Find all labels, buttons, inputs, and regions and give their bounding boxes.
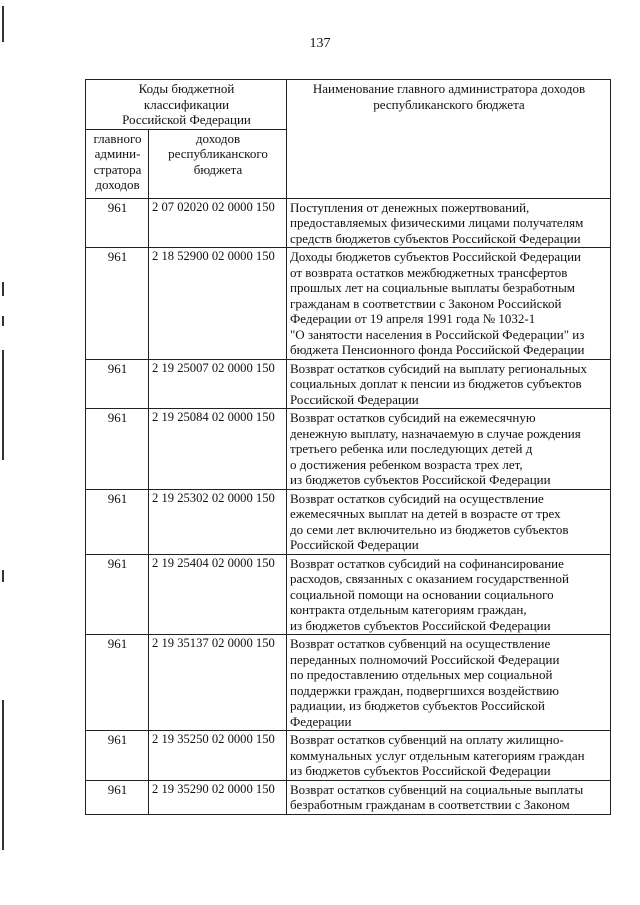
revenue-name-cell — [287, 248, 611, 360]
revenue-name-line: Возврат остатков субсидий на выплату региональных — [290, 360, 587, 376]
header-main-administrator — [86, 129, 149, 198]
revenue-name-line: радиации, из бюджетов субъектов Российской — [290, 698, 545, 713]
revenue-name-line: поддержки граждан, подвергшихся воздействию — [290, 682, 560, 698]
revenue-name-line: ежемесячных выплат на детей в возрасте от трех — [290, 506, 561, 521]
budget-classification-table — [85, 79, 611, 815]
table-row — [86, 248, 611, 360]
revenue-name-line: социальных доплат к пенсии из бюджетов субъектов — [290, 376, 582, 391]
revenue-name-cell — [287, 489, 611, 554]
revenue-name-line: от возврата остатков межбюджетных трансфертов — [290, 264, 568, 280]
table-row — [86, 489, 611, 554]
admin-code-cell: 961 — [86, 731, 149, 781]
revenue-name-line: из бюджетов субъектов Российской Федерации — [290, 763, 551, 778]
revenue-code-cell: 2 19 25084 02 0000 150 — [149, 409, 287, 490]
table-row — [86, 198, 611, 248]
revenue-name-line: бюджета Пенсионного фонда Российской Федерации — [290, 342, 585, 357]
revenue-name-cell — [287, 731, 611, 781]
revenue-name-line: до семи лет включительно из бюджетов субъектов — [290, 521, 569, 537]
revenue-name-line: Возврат остатков субвенций на осуществление — [290, 636, 551, 651]
page-number: 137 — [309, 36, 331, 51]
admin-code-cell: 961 — [86, 359, 149, 409]
revenue-name-line: Возврат остатков субвенций на оплату жилищно- — [290, 732, 564, 747]
revenue-name-cell — [287, 780, 611, 814]
revenue-name-line: Российской Федерации — [290, 537, 419, 552]
revenue-name-line: расходов, связанных с оказанием государственной — [290, 571, 569, 586]
header-text: республиканского — [168, 146, 268, 161]
revenue-name-line: социальной помощи на основании социального — [290, 586, 554, 602]
revenue-name-line: контракта отдельным категориям граждан, — [290, 602, 527, 617]
table-row — [86, 731, 611, 781]
header-text: стратора — [93, 161, 142, 177]
revenue-name-line: Возврат остатков субсидий на софинансирование — [290, 555, 564, 571]
header-text: Коды бюджетной — [138, 81, 235, 96]
revenue-code-cell: 2 19 35137 02 0000 150 — [149, 635, 287, 731]
table-row — [86, 554, 611, 635]
revenue-name-line: Доходы бюджетов субъектов Российской Федерации — [290, 249, 581, 264]
header-text: админи- — [94, 146, 141, 161]
admin-code-cell: 961 — [86, 780, 149, 814]
admin-code-cell: 961 — [86, 248, 149, 360]
admin-code-cell: 961 — [86, 198, 149, 248]
revenue-name-line: о достижения ребенком возраста трех лет, — [290, 456, 523, 472]
header-text: бюджета — [193, 161, 243, 177]
header-revenue-code — [149, 129, 287, 198]
table-header — [86, 80, 611, 199]
header-text: Наименование главного администратора доходов — [312, 81, 586, 96]
revenue-name-line: Возврат остатков субвенций на социальные выплаты — [290, 781, 584, 797]
admin-code-cell: 961 — [86, 554, 149, 635]
table-row — [86, 359, 611, 409]
revenue-name-cell — [287, 635, 611, 731]
revenue-name-line: Возврат остатков субсидий на ежемесячную — [290, 410, 536, 425]
header-text: главного — [93, 130, 142, 146]
admin-code-cell: 961 — [86, 409, 149, 490]
revenue-name-cell — [287, 198, 611, 248]
scan-mark-3 — [2, 316, 4, 326]
revenue-name-line: из бюджетов субъектов Российской Федерации — [290, 472, 551, 487]
revenue-code-cell: 2 19 25302 02 0000 150 — [149, 489, 287, 554]
table-row — [86, 635, 611, 731]
revenue-name-line: третьего ребенка или последующих детей д — [290, 441, 533, 456]
revenue-name-line: Федерации — [290, 713, 352, 729]
scan-mark-5 — [2, 570, 4, 582]
scan-mark-6 — [2, 700, 4, 850]
header-text: доходов — [95, 177, 140, 192]
revenue-name-line: из бюджетов субъектов Российской Федерации — [290, 617, 551, 633]
revenue-name-line: коммунальных услуг отдельным категориям граждан — [290, 747, 585, 763]
revenue-code-cell: 2 19 35250 02 0000 150 — [149, 731, 287, 781]
revenue-code-cell: 2 19 35290 02 0000 150 — [149, 780, 287, 814]
revenue-name-cell — [287, 359, 611, 409]
revenue-name-line: средств бюджетов субъектов Российской Федерации — [290, 230, 581, 246]
revenue-name-line: Российской Федерации — [290, 391, 419, 407]
revenue-name-line: прошлых лет на социальные выплаты безработным — [290, 280, 576, 295]
admin-code-cell: 961 — [86, 489, 149, 554]
revenue-name-line: гражданам в соответствии с Законом Российской — [290, 295, 562, 311]
table-body — [86, 198, 611, 814]
revenue-name-line: Федерации от 19 апреля 1991 года № 1032-1 — [290, 311, 536, 326]
revenue-name-line: "О занятости населения в Российской Федерации" из — [290, 326, 585, 342]
revenue-name-line: Поступления от денежных пожертвований, — [290, 199, 530, 215]
admin-code-cell: 961 — [86, 635, 149, 731]
revenue-name-line: денежную выплату, назначаемую в случае рождения — [290, 425, 581, 441]
revenue-code-cell: 2 19 25404 02 0000 150 — [149, 554, 287, 635]
table-row — [86, 780, 611, 814]
table-row — [86, 409, 611, 490]
revenue-code-cell: 2 18 52900 02 0000 150 — [149, 248, 287, 360]
scan-mark-2 — [2, 282, 4, 296]
header-text: классификации — [143, 96, 230, 112]
header-administrator-name — [287, 80, 611, 199]
header-budget-codes — [86, 80, 287, 130]
header-text: республиканского бюджета — [373, 96, 525, 112]
revenue-name-line: безработным гражданам в соответствии с Законом — [290, 797, 570, 812]
revenue-code-cell: 2 19 25007 02 0000 150 — [149, 359, 287, 409]
revenue-name-line: переданных полномочий Российской Федерации — [290, 651, 560, 667]
revenue-name-line: по предоставлению отдельных мер социальной — [290, 667, 553, 682]
header-text: доходов — [195, 130, 241, 146]
revenue-name-line: Возврат остатков субсидий на осуществление — [290, 490, 544, 506]
scan-mark-4 — [2, 350, 4, 460]
revenue-name-line: предоставляемых физическими лицами получателям — [290, 215, 584, 230]
revenue-name-cell — [287, 554, 611, 635]
revenue-code-cell: 2 07 02020 02 0000 150 — [149, 198, 287, 248]
revenue-name-cell — [287, 409, 611, 490]
header-text: Российской Федерации — [122, 112, 251, 127]
